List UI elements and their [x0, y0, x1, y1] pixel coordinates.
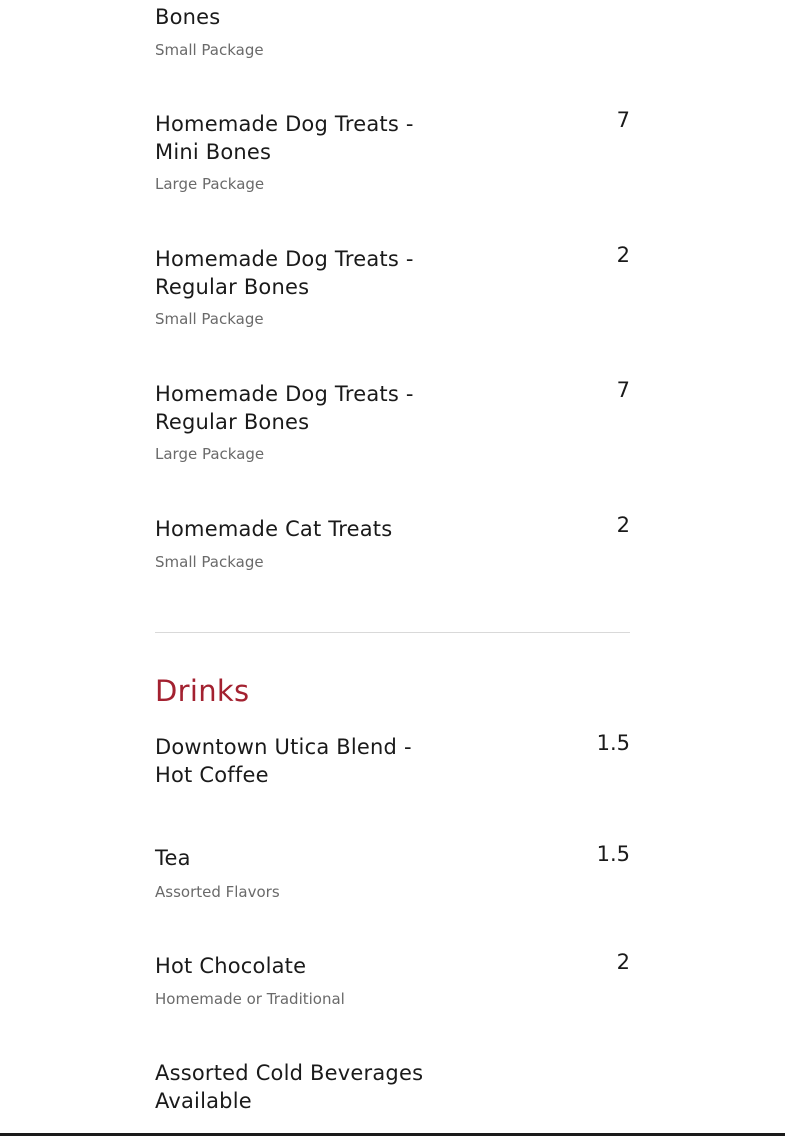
menu-item-name: Homemade Cat Treats [155, 517, 393, 541]
menu-item-description: Large Package [155, 175, 265, 193]
menu-item-description: Small Package [155, 553, 264, 571]
menu-item-name: Tea [155, 846, 191, 870]
menu-item-price: 7 [616, 108, 630, 132]
menu-item-name: Homemade Dog Treats - Mini Bones [155, 112, 414, 164]
menu-item-name: Bones [155, 5, 221, 29]
menu-item-description: Assorted Flavors [155, 883, 280, 901]
menu-item-price: 1.5 [596, 842, 630, 866]
menu-item-name: Assorted Cold Beverages Available [155, 1061, 424, 1113]
menu-item-name: Hot Chocolate [155, 954, 307, 978]
menu-item-price: 1.5 [596, 731, 630, 755]
menu-item-description: Small Package [155, 310, 264, 328]
menu-item-price: 2 [616, 950, 630, 974]
menu-item-price: 2 [616, 243, 630, 267]
menu-item-description: Homemade or Traditional [155, 990, 345, 1008]
section-title-drinks: Drinks [155, 674, 250, 708]
section-divider [155, 632, 630, 633]
menu-item-name: Downtown Utica Blend - Hot Coffee [155, 735, 412, 787]
menu-item-price: 7 [616, 378, 630, 402]
menu-item-description: Large Package [155, 445, 265, 463]
menu-item-price: 2 [616, 513, 630, 537]
menu-item-name: Homemade Dog Treats - Regular Bones [155, 382, 414, 434]
menu-item-description: Small Package [155, 41, 264, 59]
menu-item-name: Homemade Dog Treats - Regular Bones [155, 247, 414, 299]
